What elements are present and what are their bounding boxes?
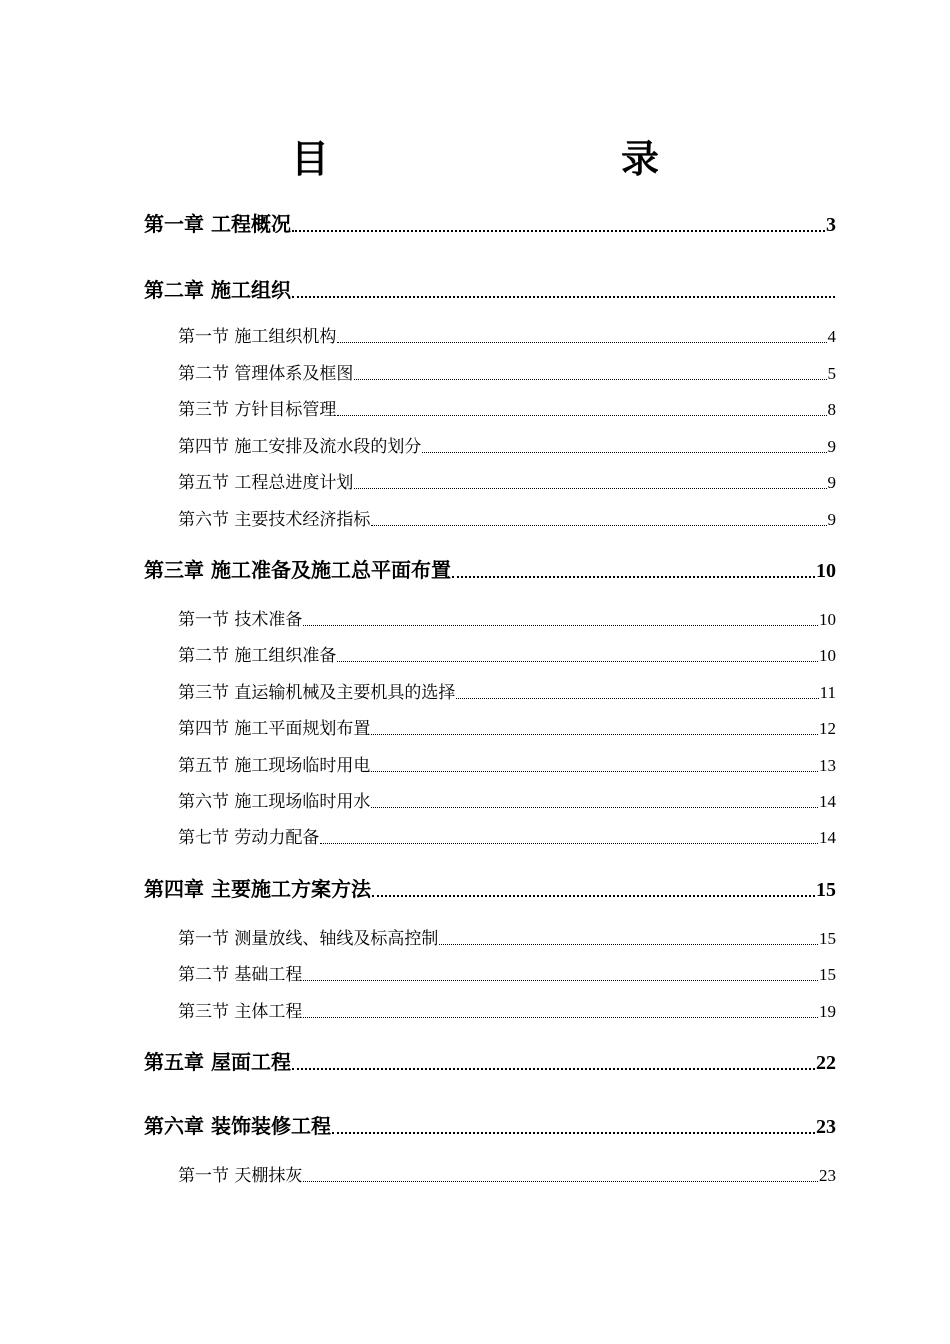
toc-section-entry[interactable] — [178, 468, 836, 493]
toc-section-entry[interactable] — [178, 787, 836, 812]
toc-entry-label: 第三节 直运输机械及主要机具的选择 — [178, 683, 456, 703]
dot-leader — [371, 771, 818, 772]
toc-page-number: 10 — [819, 610, 836, 629]
toc-section-entry[interactable] — [178, 641, 836, 666]
toc-section-entry[interactable] — [178, 1161, 836, 1186]
toc-page-number: 22 — [816, 1052, 836, 1074]
toc-section-entry[interactable] — [178, 322, 836, 347]
toc-entry-label: 第二章 施工组织 — [144, 278, 291, 302]
toc-section-entry[interactable] — [178, 359, 836, 384]
toc-page-number: 8 — [827, 400, 836, 419]
dot-leader — [452, 576, 815, 578]
toc-entry-label: 第四节 施工安排及流水段的划分 — [178, 437, 422, 457]
toc-page-number: 14 — [819, 828, 836, 847]
toc-entry-label: 第七节 劳动力配备 — [178, 828, 320, 848]
toc-page-number: 4 — [827, 327, 836, 346]
toc-entry-label: 第四章 主要施工方案方法 — [144, 877, 371, 901]
toc-section-entry[interactable] — [178, 432, 836, 457]
toc-page-number: 19 — [819, 1002, 836, 1021]
toc-entry-label: 第三章 施工准备及施工总平面布置 — [144, 558, 451, 582]
toc-page-number: 9 — [827, 437, 836, 456]
toc-entry-label: 第二节 基础工程 — [178, 965, 303, 985]
toc-entry-label: 第六章 装饰装修工程 — [144, 1114, 331, 1138]
toc-page-number: 9 — [827, 510, 836, 529]
toc-page-number: 11 — [819, 683, 836, 702]
toc-chapter-entry[interactable] — [144, 1046, 836, 1075]
dot-leader — [354, 488, 826, 489]
dot-leader — [303, 625, 818, 626]
dot-leader — [439, 944, 818, 945]
toc-section-entry[interactable] — [178, 823, 836, 848]
toc-section-entry[interactable] — [178, 678, 836, 703]
toc-page-number: 10 — [819, 646, 836, 665]
dot-leader — [292, 230, 825, 232]
toc-section-entry[interactable] — [178, 997, 836, 1022]
dot-leader — [372, 895, 815, 897]
toc-section-entry[interactable] — [178, 751, 836, 776]
dot-leader — [354, 379, 826, 380]
dot-leader — [371, 525, 826, 526]
dot-leader — [303, 1017, 818, 1018]
page-title: 目 录 — [290, 137, 731, 181]
dot-leader — [456, 698, 818, 699]
dot-leader — [292, 1068, 815, 1070]
toc-entry-label: 第五节 施工现场临时用电 — [178, 756, 371, 776]
toc-chapter-entry[interactable] — [144, 554, 836, 583]
dot-leader — [422, 452, 826, 453]
dot-leader — [371, 807, 818, 808]
toc-entry-label: 第四节 施工平面规划布置 — [178, 719, 371, 739]
dot-leader — [320, 843, 818, 844]
toc-page-number: 23 — [816, 1116, 836, 1138]
toc-page-number: 13 — [819, 756, 836, 775]
toc-page-number: 10 — [816, 560, 836, 582]
toc-chapter-entry[interactable] — [144, 1110, 836, 1139]
toc-page-number: 12 — [819, 719, 836, 738]
toc-section-entry[interactable] — [178, 960, 836, 985]
toc-page-number: 23 — [819, 1166, 836, 1185]
dot-leader — [371, 734, 818, 735]
toc-entry-label: 第二节 管理体系及框图 — [178, 364, 354, 384]
toc-entry-label: 第六节 施工现场临时用水 — [178, 792, 371, 812]
toc-entry-label: 第五章 屋面工程 — [144, 1050, 291, 1074]
toc-section-entry[interactable] — [178, 714, 836, 739]
toc-chapter-entry[interactable] — [144, 274, 836, 303]
toc-chapter-entry[interactable] — [144, 873, 836, 902]
toc-page-number: 3 — [826, 214, 836, 236]
toc-entry-label: 第三节 方针目标管理 — [178, 400, 337, 420]
toc-entry-label: 第六节 主要技术经济指标 — [178, 510, 371, 530]
dot-leader — [337, 342, 826, 343]
dot-leader — [303, 980, 818, 981]
toc-page-number: 15 — [816, 879, 836, 901]
toc-entry-label: 第三节 主体工程 — [178, 1002, 303, 1022]
dot-leader — [332, 1132, 815, 1134]
toc-section-entry[interactable] — [178, 505, 836, 530]
toc-entry-label: 第一章 工程概况 — [144, 212, 291, 236]
toc-page-number: 15 — [819, 965, 836, 984]
toc-entry-label: 第二节 施工组织准备 — [178, 646, 337, 666]
toc-entry-label: 第一节 天棚抹灰 — [178, 1166, 303, 1186]
toc-section-entry[interactable] — [178, 605, 836, 630]
toc-section-entry[interactable] — [178, 395, 836, 420]
toc-section-entry[interactable] — [178, 924, 836, 949]
toc-entry-label: 第一节 技术准备 — [178, 610, 303, 630]
dot-leader — [303, 1181, 818, 1182]
toc-page-number: 15 — [819, 929, 836, 948]
toc-page-number: 9 — [827, 473, 836, 492]
toc-page-number: 14 — [819, 792, 836, 811]
toc-entry-label: 第一节 测量放线、轴线及标高控制 — [178, 929, 439, 949]
dot-leader — [292, 296, 835, 298]
toc-entry-label: 第一节 施工组织机构 — [178, 327, 337, 347]
toc-chapter-entry[interactable] — [144, 208, 836, 237]
toc-page-number: 5 — [827, 364, 836, 383]
toc-entry-label: 第五节 工程总进度计划 — [178, 473, 354, 493]
dot-leader — [337, 415, 826, 416]
dot-leader — [337, 661, 818, 662]
